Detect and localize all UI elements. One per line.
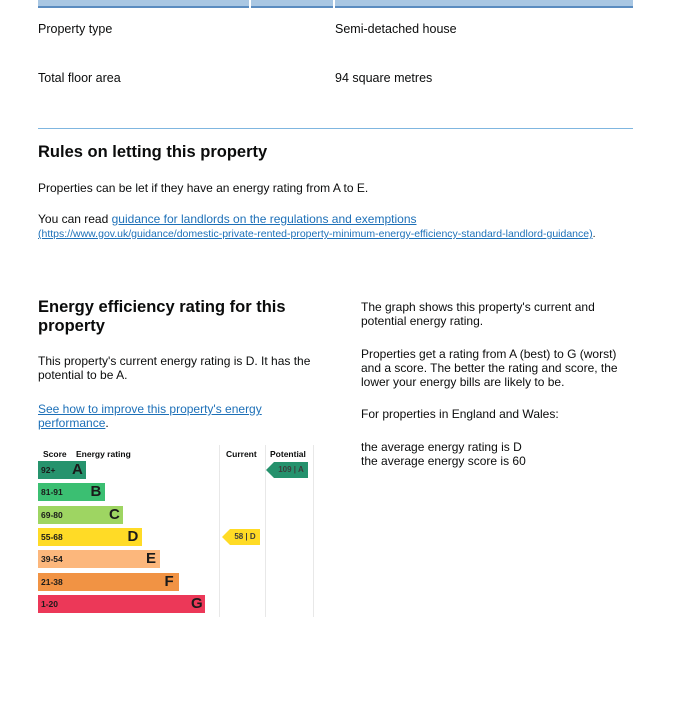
improve-link[interactable]: See how to improve this property's energy performance xyxy=(38,402,262,430)
chart-divider-right xyxy=(313,445,314,617)
band-a xyxy=(38,460,218,480)
band-d xyxy=(38,527,218,547)
improve-suffix: . xyxy=(105,416,109,430)
guidance-suffix: . xyxy=(592,228,596,240)
band-score-e: 39-54 xyxy=(41,554,63,565)
band-f xyxy=(38,572,218,592)
guidance-link[interactable]: guidance for landlords on the regulations and exemptions xyxy=(111,212,417,226)
band-score-b: 81-91 xyxy=(41,487,63,498)
property-type-row xyxy=(38,22,457,36)
floor-area-value: 94 square metres xyxy=(335,71,433,85)
band-score-c: 69-80 xyxy=(41,509,63,520)
region-text: For properties in England and Wales: xyxy=(361,407,559,421)
energy-heading: Energy efficiency rating for this property xyxy=(38,298,286,335)
rating-description: Properties get a rating from A (best) to G (worst) and a score. The better the rating and score, the lower your energy bills are likely to be. xyxy=(361,347,618,389)
floor-area-label: Total floor area xyxy=(38,71,121,85)
average-score-text: the average energy score is 60 xyxy=(361,454,526,468)
chart-header-score: Score xyxy=(43,449,67,459)
band-letter-c: C xyxy=(109,505,120,523)
top-rule xyxy=(38,0,633,8)
band-score-a: 92+ xyxy=(41,465,56,475)
current-rating-text: This property's current energy rating is D. It has the potential to be A. xyxy=(38,354,311,382)
property-type-label: Property type xyxy=(38,22,113,36)
chart-header-rating: Energy rating xyxy=(76,449,131,459)
floor-area-row xyxy=(38,71,433,85)
band-letter-a: A xyxy=(72,461,83,478)
chart-divider-current xyxy=(219,445,220,617)
band-letter-g: G xyxy=(191,594,203,612)
band-letter-f: F xyxy=(164,572,174,590)
letting-text: Properties can be let if they have an energy rating from A to E. xyxy=(38,181,369,195)
band-letter-e: E xyxy=(146,550,157,568)
property-type-value: Semi-detached house xyxy=(335,22,457,36)
section-divider xyxy=(38,128,633,129)
improve-paragraph xyxy=(38,402,308,430)
band-letter-b: B xyxy=(90,483,102,501)
band-c xyxy=(38,505,218,525)
current-rating-arrow: 58 | D xyxy=(230,529,260,545)
guidance-paragraph xyxy=(38,212,598,241)
chart-header-current: Current xyxy=(226,449,257,459)
band-bar-g xyxy=(38,595,205,613)
energy-rating-chart xyxy=(38,445,314,617)
band-b xyxy=(38,482,218,502)
band-e xyxy=(38,549,218,569)
band-score-g: 1-20 xyxy=(41,598,59,609)
potential-rating-arrow: 109 | A xyxy=(274,462,308,478)
chart-header-potential: Potential xyxy=(270,449,306,459)
guidance-url-link[interactable]: (https://www.gov.uk/guidance/domestic-private-rented-property-minimum-energy-efficiency-standard-landlord-guidance) xyxy=(38,228,593,240)
graph-description: The graph shows this property's current and potential energy rating. xyxy=(361,300,595,328)
average-rating-text: the average energy rating is D xyxy=(361,440,522,454)
band-g xyxy=(38,594,218,614)
band-score-d: 55-68 xyxy=(41,531,63,542)
letting-heading: Rules on letting this property xyxy=(38,143,268,161)
guidance-prefix: You can read xyxy=(38,212,112,226)
band-score-f: 21-38 xyxy=(41,576,63,587)
band-letter-d: D xyxy=(127,527,139,545)
